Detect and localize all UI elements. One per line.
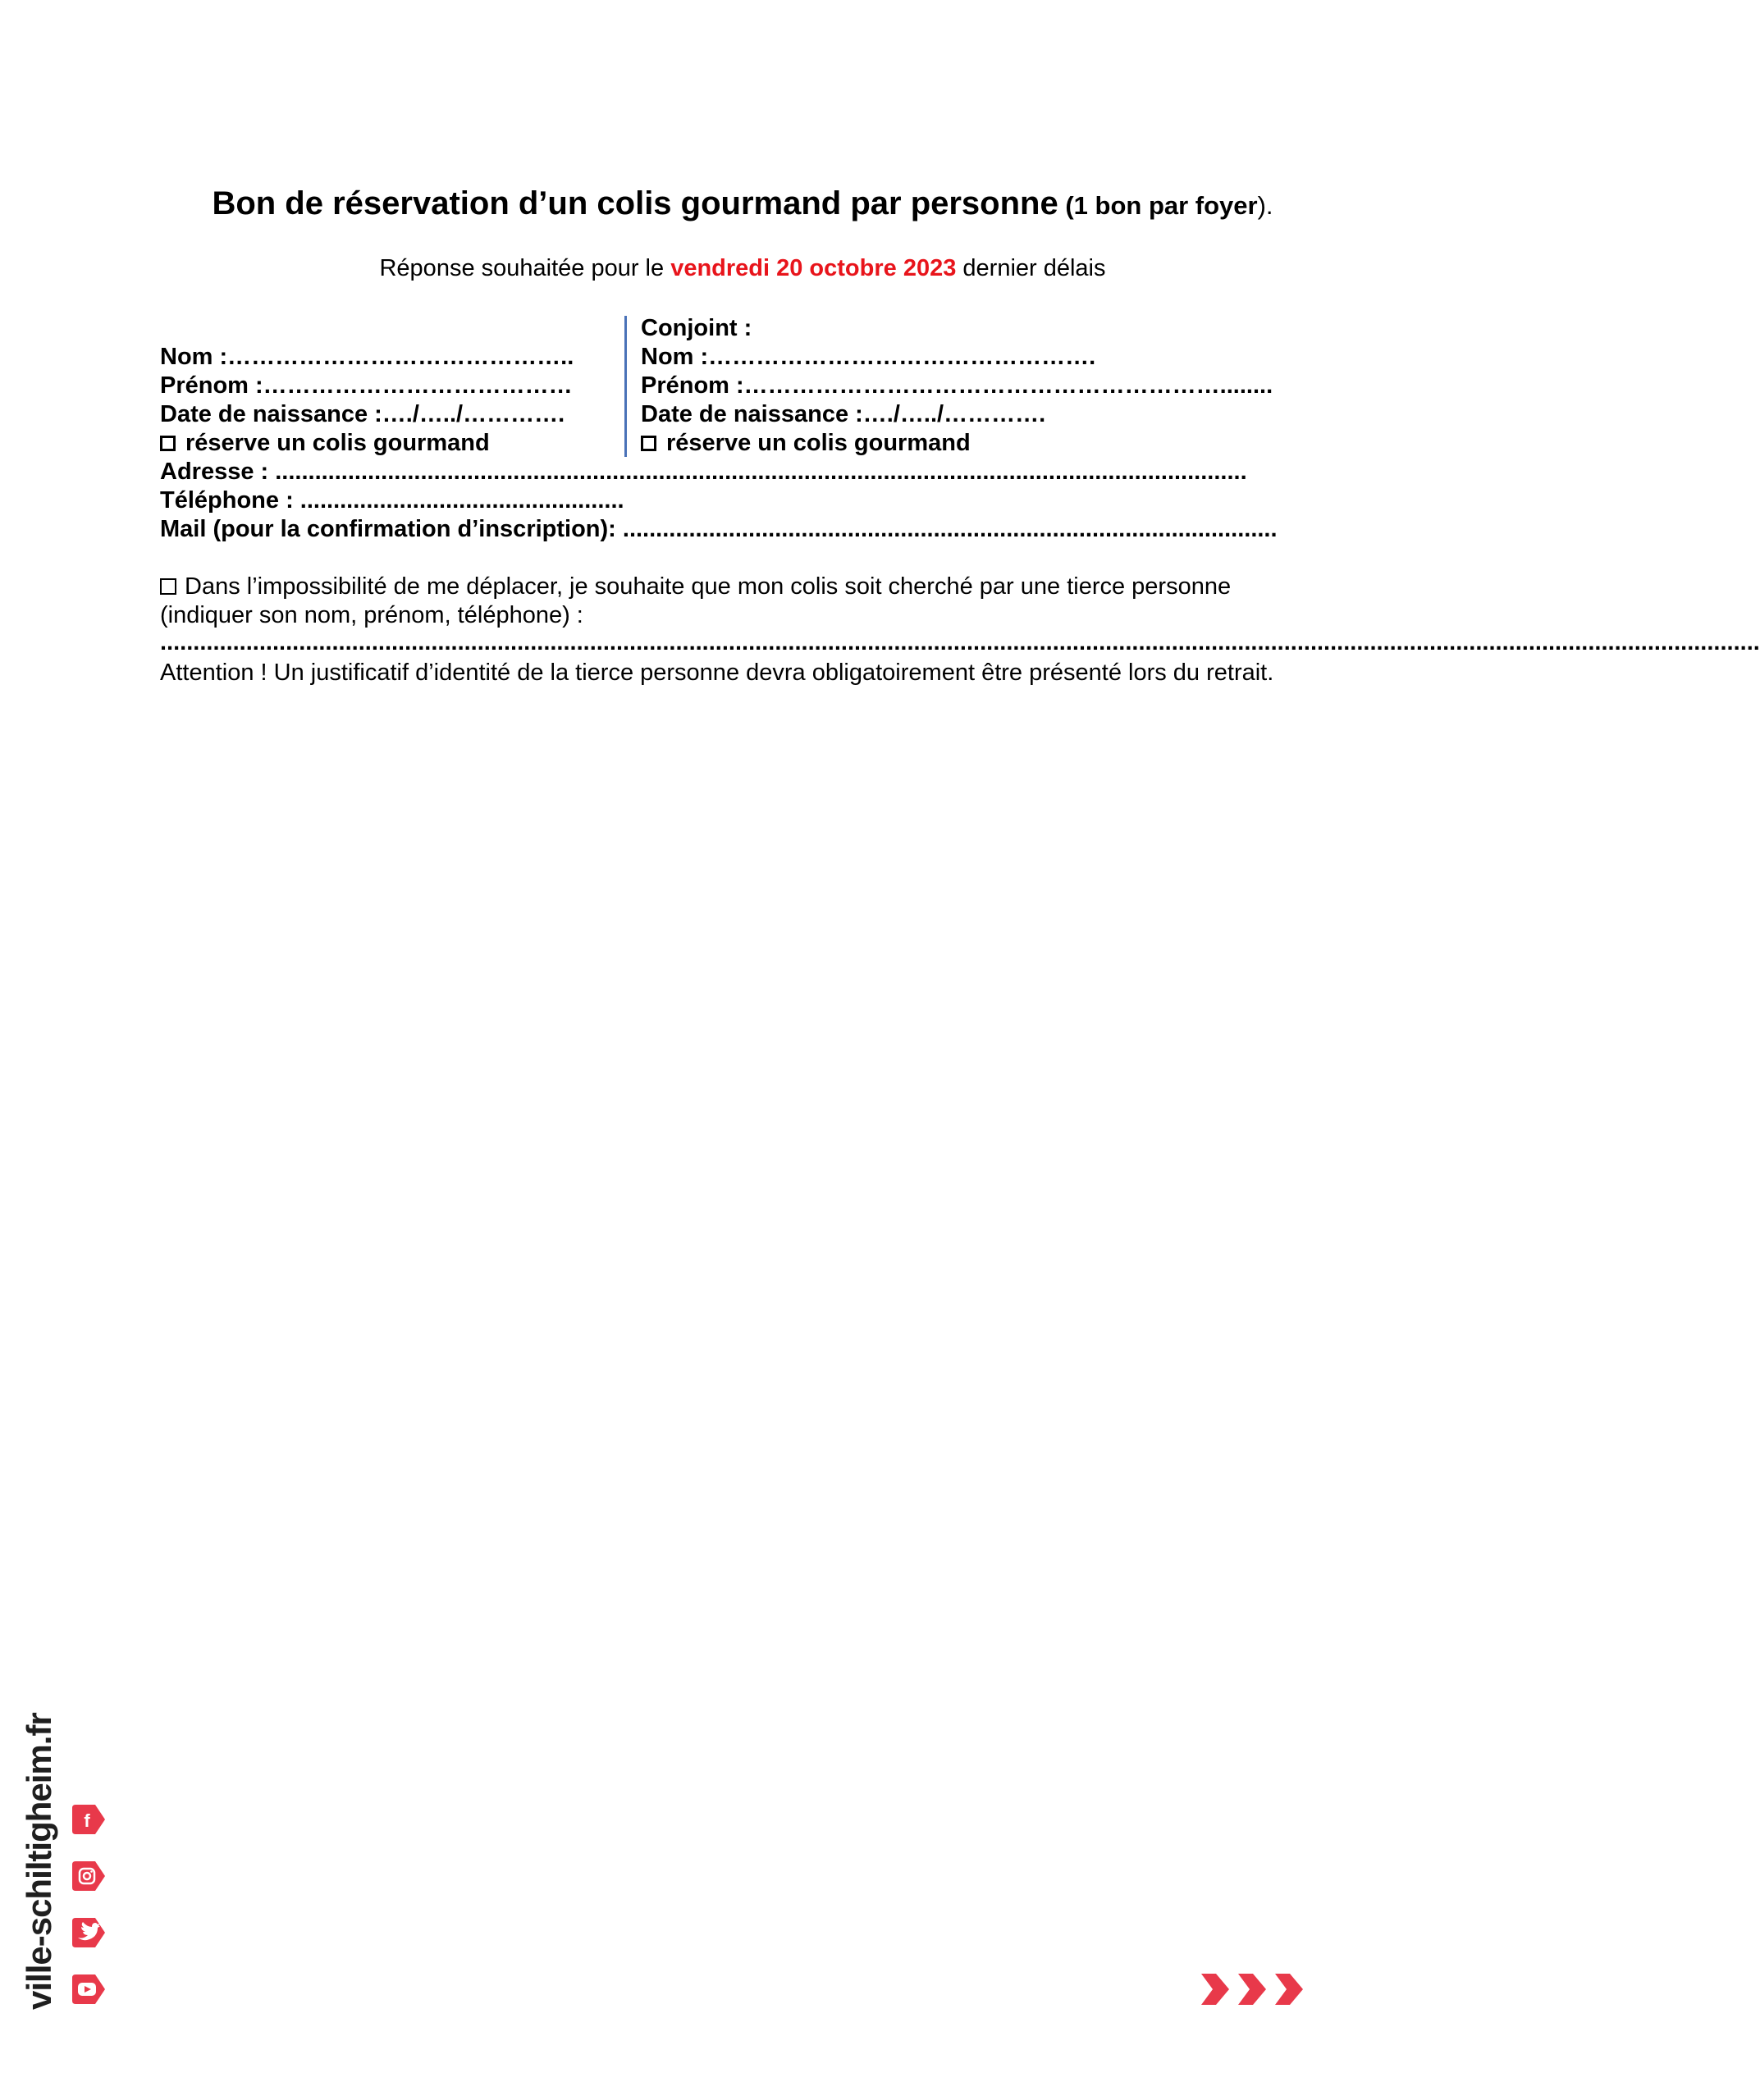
brand-arrows-icon <box>1198 1969 1313 2010</box>
title-paren-bold: 1 bon par foyer <box>1073 191 1258 220</box>
form-title <box>0 185 1485 222</box>
conjoint-reserve-checkbox[interactable] <box>641 436 656 451</box>
instagram-icon[interactable] <box>71 1858 107 1894</box>
tierce-option[interactable] <box>160 573 1333 601</box>
deadline-suffix: dernier délais <box>956 255 1106 281</box>
title-main: Bon de réservation d’un colis gourmand par personne <box>212 185 1058 221</box>
tierce-dots-field[interactable]: .................................................................................................................................................................................................................................................. <box>160 629 1760 655</box>
person-prenom-field[interactable]: Prénom :………………………………… <box>160 372 573 399</box>
deadline-prefix: Réponse souhaitée pour le <box>379 255 671 281</box>
telephone-field[interactable]: Téléphone : ................................................. <box>160 487 624 514</box>
mail-field[interactable]: Mail (pour la confirmation d’inscription): ................................................................................................... <box>160 516 1278 542</box>
youtube-icon[interactable] <box>71 1971 107 2007</box>
deadline-line <box>0 255 1485 282</box>
conjoint-heading: Conjoint : <box>641 315 752 341</box>
tierce-line1: Dans l’impossibilité de me déplacer, je souhaite que mon colis soit cherché par une tierce personne <box>185 573 1232 600</box>
conjoint-prenom-field[interactable]: Prénom :……………………………………………………........ <box>641 372 1273 399</box>
conjoint-nom-field[interactable]: Nom :…………………………………………. <box>641 344 1096 370</box>
website-url[interactable]: ville-schiltigheim.fr <box>20 1713 58 2010</box>
person-reserve-option[interactable] <box>160 429 490 458</box>
deadline-date: vendredi 20 octobre 2023 <box>670 255 957 281</box>
twitter-icon[interactable] <box>71 1915 107 1951</box>
person-nom-field[interactable]: Nom :…………………………………….. <box>160 344 574 370</box>
adresse-field[interactable]: Adresse : ................................................................................................................................................... <box>160 459 1247 485</box>
title-paren-close: ). <box>1257 191 1273 220</box>
person-reserve-checkbox[interactable] <box>160 436 176 451</box>
person-reserve-label: réserve un colis gourmand <box>185 430 490 456</box>
conjoint-naissance-field[interactable]: Date de naissance :…./…../…………. <box>641 401 1046 427</box>
column-divider <box>624 316 627 457</box>
tierce-checkbox[interactable] <box>160 578 176 595</box>
facebook-icon[interactable] <box>71 1801 107 1838</box>
tierce-line2: (indiquer son nom, prénom, téléphone) : <box>160 602 583 628</box>
conjoint-reserve-label: réserve un colis gourmand <box>666 430 971 456</box>
title-paren-open: ( <box>1058 191 1074 220</box>
svg-text:f: f <box>84 1810 90 1831</box>
person-naissance-field[interactable]: Date de naissance :…./…../…………. <box>160 401 565 427</box>
tierce-attention: Attention ! Un justificatif d’identité de la tierce personne devra obligatoirement être présenté lors du retrait. <box>160 660 1274 686</box>
conjoint-reserve-option[interactable] <box>641 429 971 458</box>
